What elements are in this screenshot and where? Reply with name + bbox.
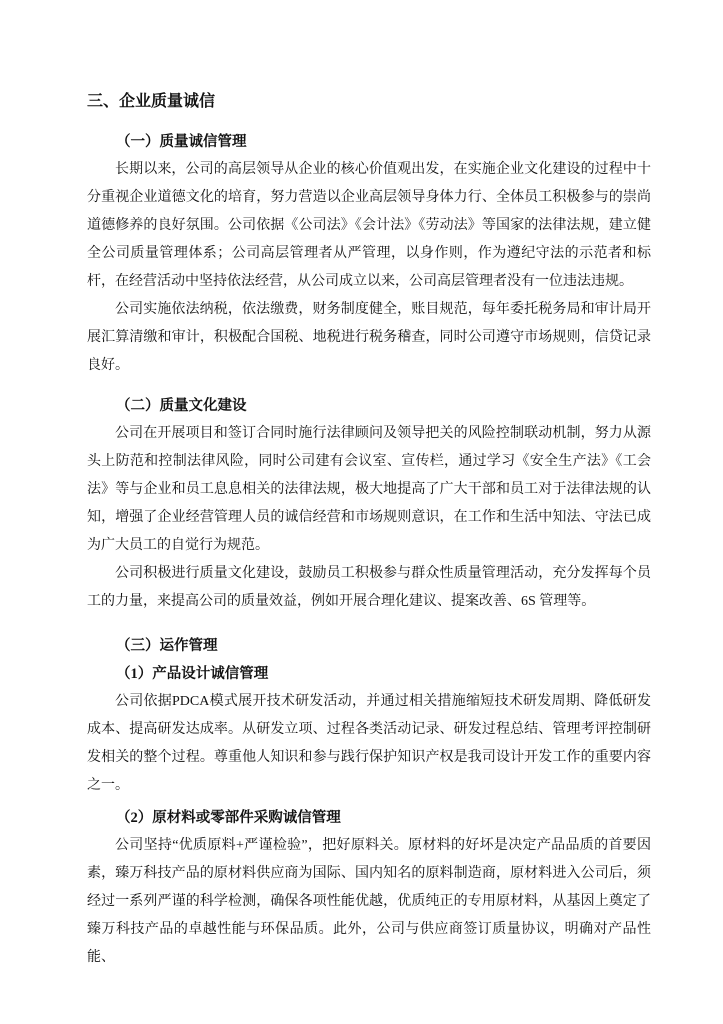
section-heading-quality-culture-building: （二）质量文化建设 (116, 398, 247, 414)
document-title: 三、企业质量诚信 (87, 93, 216, 110)
section-heading-operations-management: （三）运作管理 (116, 638, 218, 654)
paragraph: 公司依据PDCA模式展开技术研发活动，并通过相关措施缩短技术研发周期、降低研发成本、提高研发达成率。从研发立项、过程各类活动记录、研发过程总结、管理考评控制研发相关的整个过程。尊重他人知识和参与践行保护知识产权是我司设计开发工作的重要内容之一。 (87, 694, 651, 793)
subsection-heading-product-design-integrity: （1）产品设计诚信管理 (116, 666, 269, 682)
paragraph: 公司实施依法纳税，依法缴费，财务制度健全，账目规范，每年委托税务局和审计局开展汇算清缴和审计，积极配合国税、地税进行税务稽查，同时公司遵守市场规则，信贷记录良好。 (87, 302, 651, 373)
paragraph: 公司坚持“优质原料+严谨检验”，把好原料关。原材料的好坏是决定产品品质的首要因素，臻万科技产品的原材料供应商为国际、国内知名的原料制造商，原材料进入公司后，须经过一系列严谨的科学检测，确保各项性能优越，优质纯正的专用原材料，从基因上奠定了臻万科技产品的卓越性能与环保品质。此外，公司与供应商签订质量协议，明确对产品性能、 (87, 838, 651, 965)
paragraph: 公司积极进行质量文化建设，鼓励员工积极参与群众性质量管理活动，充分发挥每个员工的力量，来提高公司的质量效益，例如开展合理化建议、提案改善、6S 管理等。 (87, 566, 651, 609)
paragraph: 长期以来，公司的高层领导从企业的核心价值观出发，在实施企业文化建设的过程中十分重视企业道德文化的培育，努力营造以企业高层领导身体力行、全体员工积极参与的崇尚道德修养的良好氛围。公司依据《公司法》《会计法》《劳动法》等国家的法律法规，建立健全公司质量管理体系；公司高层管理者从严管理，以身作则，作为遵纪守法的示范者和标杆，在经营活动中坚持依法经营，从公司成立以来，公司高层管理者没有一位违法违规。 (87, 162, 651, 289)
section-heading-quality-integrity-management: （一）质量诚信管理 (116, 134, 247, 150)
subsection-heading-raw-material-procurement-integrity: （2）原材料或零部件采购诚信管理 (116, 810, 341, 826)
paragraph: 公司在开展项目和签订合同时施行法律顾问及领导把关的风险控制联动机制，努力从源头上防范和控制法律风险，同时公司建有会议室、宣传栏，通过学习《安全生产法》《工会法》等与企业和员工息息相关的法律法规，极大地提高了广大干部和员工对于法律法规的认知，增强了企业经营管理人员的诚信经营和市场规则意识，在工作和生活中知法、守法已成为广大员工的自觉行为规范。 (87, 426, 651, 553)
